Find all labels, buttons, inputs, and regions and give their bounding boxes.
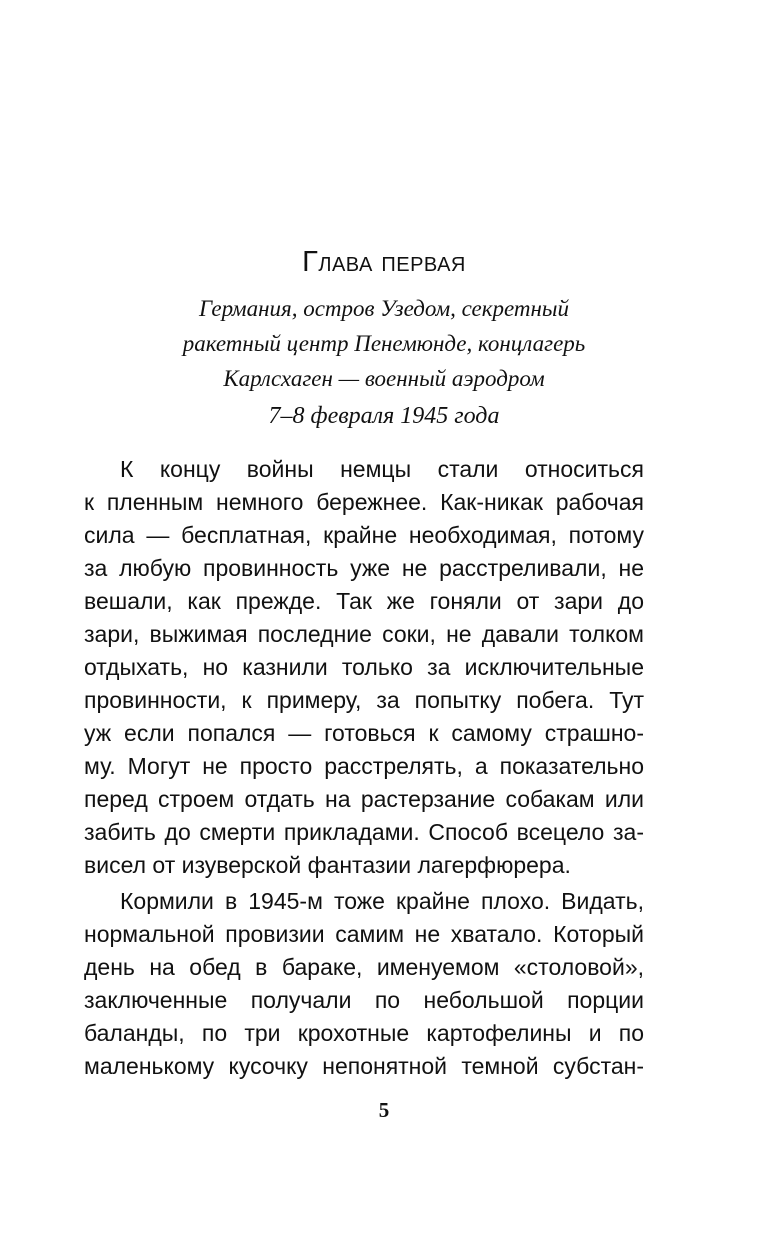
paragraph-line: вешали, как прежде. Так же гоняли от зари до — [84, 588, 644, 614]
paragraph-line: Кормили в 1945-м тоже крайне плохо. Видать, — [120, 888, 644, 914]
paragraph-line: перед строем отдать на растерзание собакам или — [84, 786, 644, 812]
page-number: 5 — [378, 1098, 390, 1122]
paragraph-line: му. Могут не просто расстрелять, а показательно — [84, 753, 644, 779]
paragraph-line: нормальной провизии самим не хватало. Который — [84, 921, 644, 947]
paragraph-line: отдыхать, но казнили только за исключительные — [84, 654, 644, 680]
paragraph-line: баланды, по три крохотные картофелины и по — [84, 1020, 644, 1046]
paragraph-line: сила — бесплатная, крайне необходимая, потому — [84, 522, 644, 548]
paragraph-line: уж если попался — готовься к самому страшно- — [84, 720, 644, 746]
chapter-subtitle-line: ракетный центр Пенемюнде, концлагерь — [182, 331, 586, 356]
paragraph-line: К концу войны немцы стали относиться — [120, 456, 644, 482]
paragraph-line: за любую провинность уже не расстреливали, не — [84, 555, 644, 581]
paragraph-line: к пленным немного бережнее. Как-никак рабочая — [84, 489, 644, 515]
paragraph-line: провинности, к примеру, за попытку побега. Тут — [84, 687, 644, 713]
paragraph-line: день на обед в бараке, именуемом «столовой», — [84, 954, 644, 980]
paragraph-line: маленькому кусочку непонятной темной субстан- — [84, 1053, 644, 1079]
chapter-title: Глава первая — [302, 246, 466, 278]
paragraph-line: зари, выжимая последние соки, не давали толком — [84, 621, 644, 647]
paragraph-line: забить до смерти прикладами. Способ всецело за- — [84, 819, 644, 845]
chapter-subtitle-line: Германия, остров Узедом, секретный — [198, 296, 570, 321]
paragraph-line: висел от изуверской фантазии лагерфюрера. — [84, 852, 571, 878]
paragraph-line: заключенные получали по небольшой порции — [84, 987, 644, 1013]
chapter-date: 7–8 февраля 1945 года — [268, 403, 500, 429]
chapter-subtitle-line: Карлсхаген — военный аэродром — [223, 366, 545, 391]
